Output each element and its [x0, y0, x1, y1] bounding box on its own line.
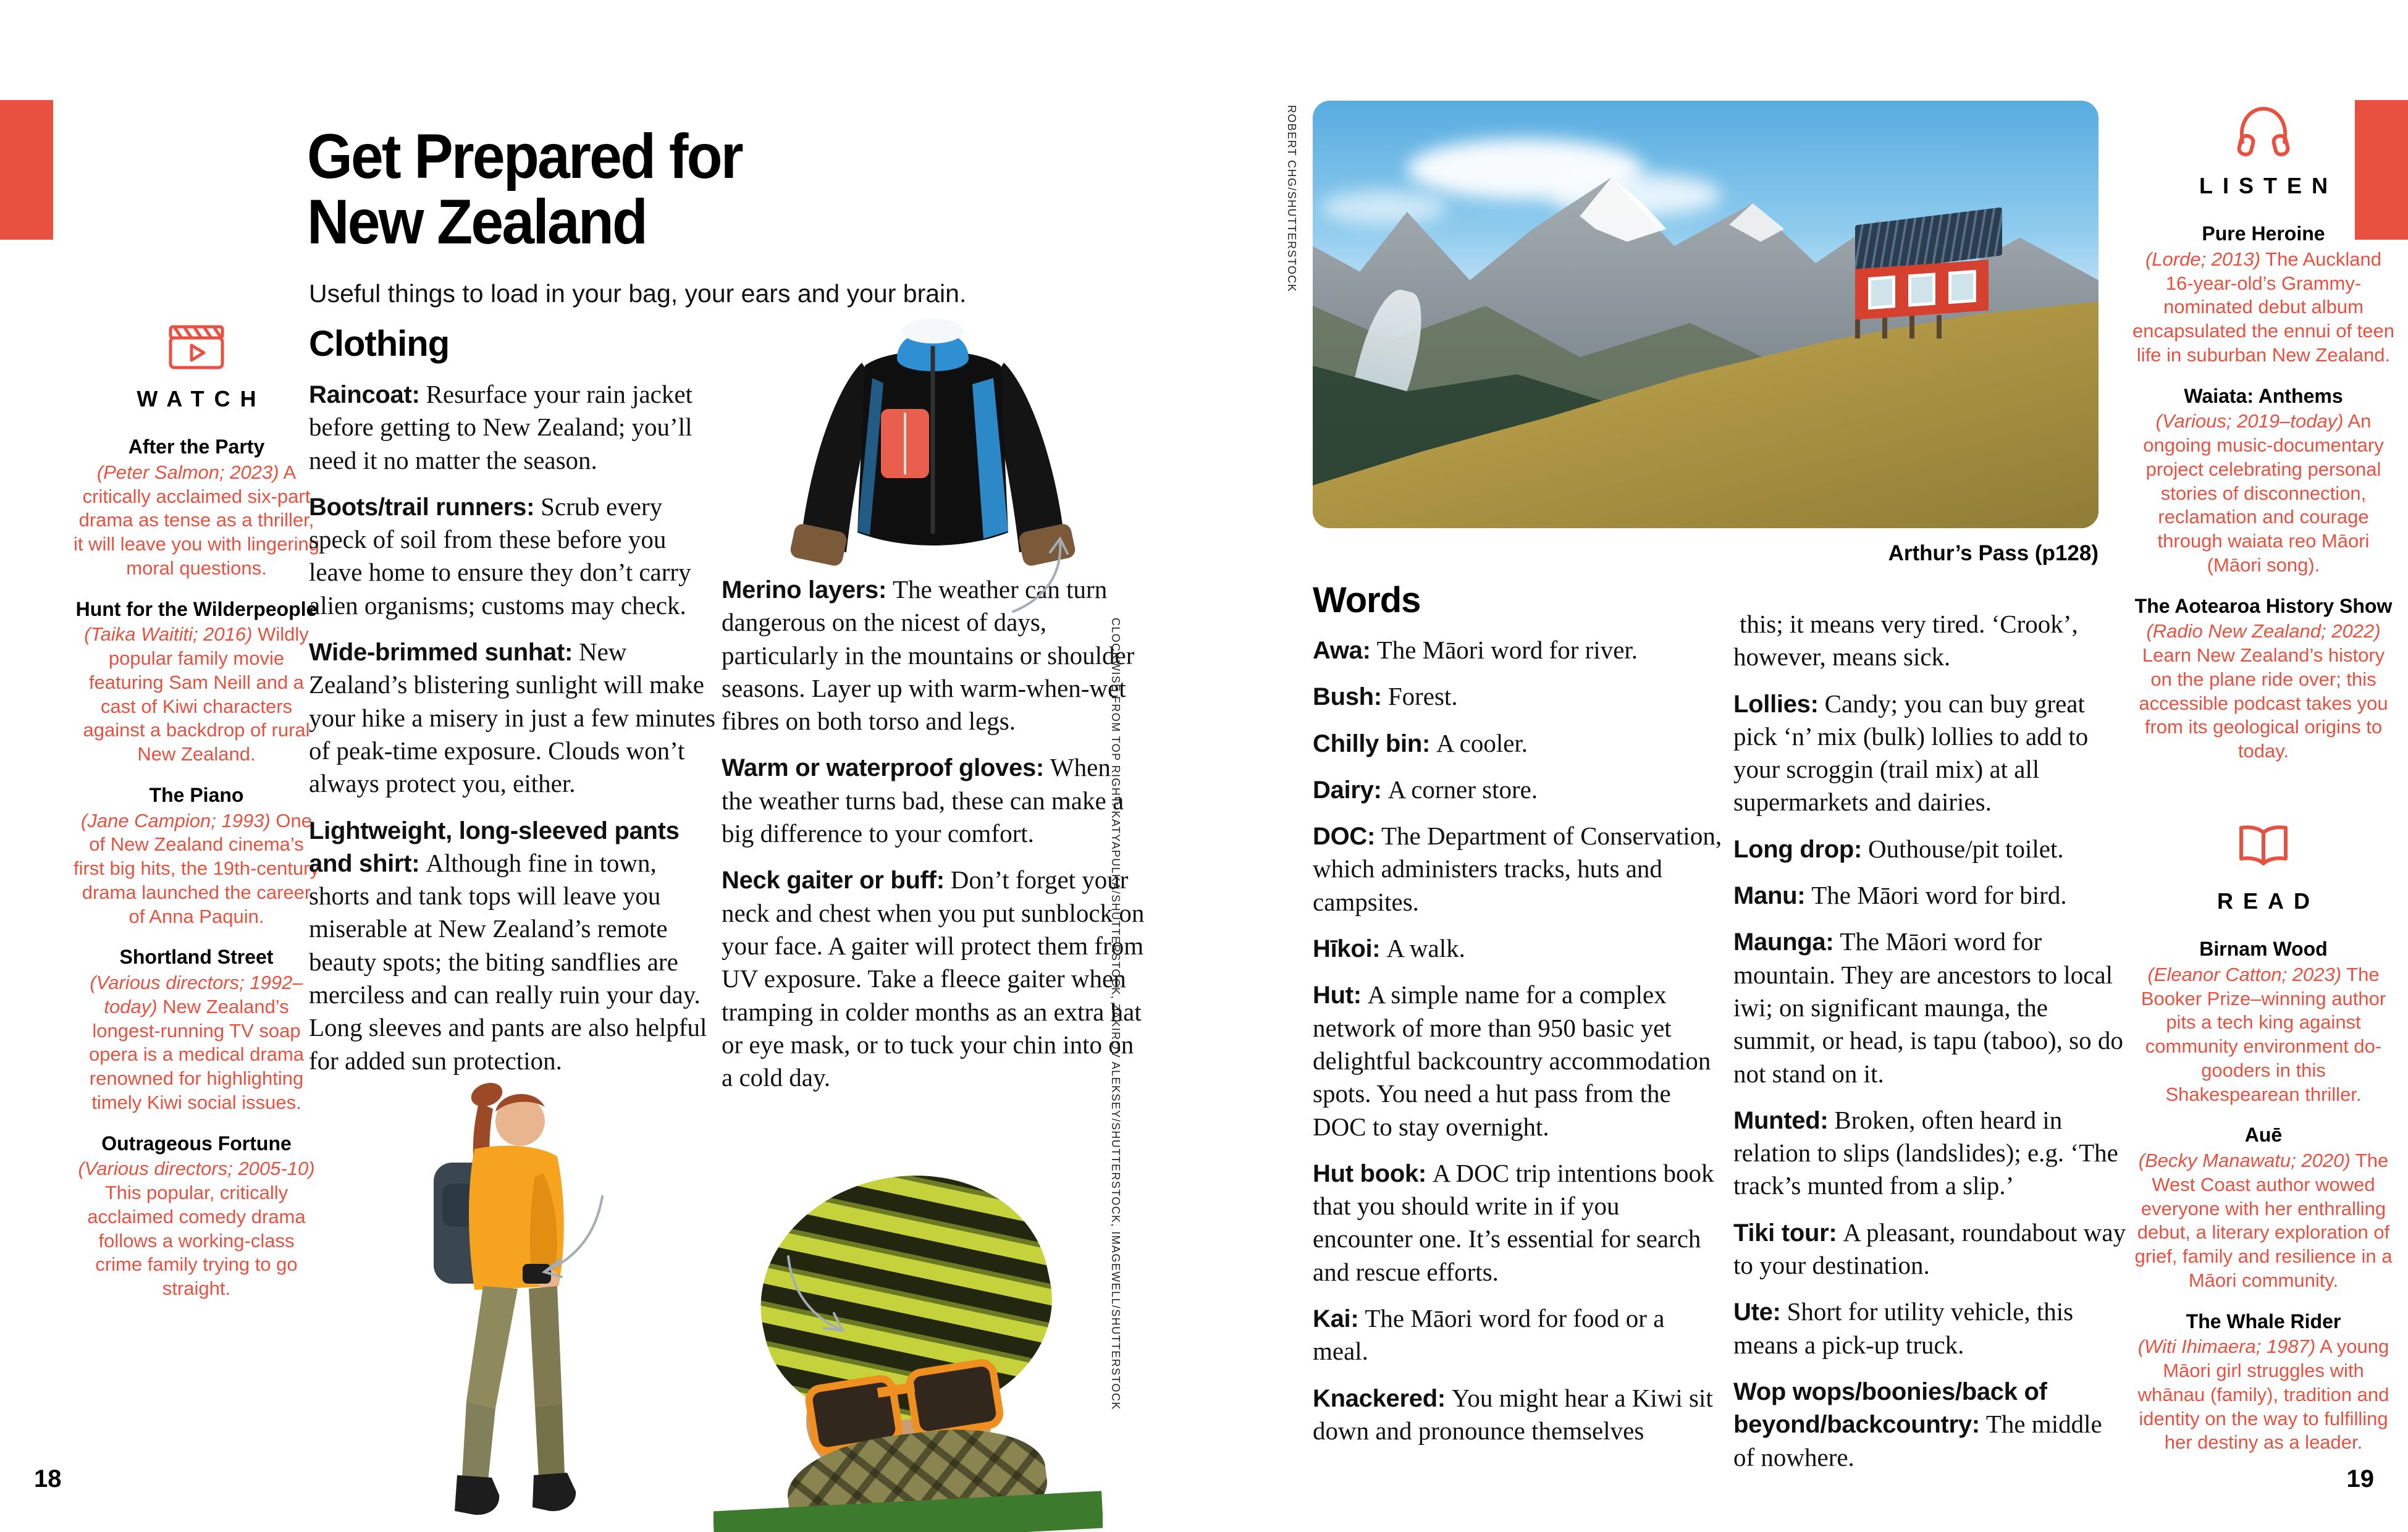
definition-entry — [1313, 932, 1724, 965]
media-text: A young Māori girl struggles with whānau (family), tradition and identity on the way to fulfilling her destiny as a leader. — [2137, 1336, 2389, 1454]
watch-item — [73, 1132, 320, 1301]
term-label: Long drop: — [1733, 835, 1863, 863]
hiker-photo — [340, 1063, 655, 1532]
term-label: Boots/trail runners: — [309, 493, 535, 521]
media-text: An ongoing music-documentary project celebrating personal stories of disconnection, reclamation and courage through waiata reo Māori (Māori song). — [2143, 410, 2384, 576]
term-label: Hīkoi: — [1313, 935, 1381, 963]
term-label: Knackered: — [1313, 1384, 1446, 1412]
hut-walls — [1855, 260, 1989, 320]
definition-entry — [309, 636, 720, 800]
definition-text: A pleasant, roundabout way to your destination. — [1733, 1218, 2126, 1280]
definition-text: Broken, often heard in relation to slips (landslides); e.g. ‘The track’s munted from a slip.’ — [1733, 1105, 2118, 1200]
definition-text: The Māori word for food or a meal. — [1313, 1304, 1665, 1366]
definition-text: A cooler. — [1436, 728, 1528, 757]
media-credit: (Lorde; 2013) — [2145, 248, 2261, 270]
listen-heading: LISTEN — [2199, 173, 2338, 198]
term-label: Lollies: — [1733, 690, 1819, 718]
term-label: Neck gaiter or buff: — [722, 867, 945, 894]
term-label: Ute: — [1733, 1298, 1781, 1326]
listen-item — [2132, 222, 2394, 368]
definition-text: New Zealand’s blistering sunlight will make your hike a misery in just a few minutes of peak-time exposure. Clouds won’t always protect you, either. — [309, 638, 716, 798]
definition-entry — [1313, 1382, 1724, 1448]
definition-entry — [309, 378, 720, 477]
watch-item — [73, 784, 320, 929]
definition-entry — [1313, 1157, 1724, 1289]
definition-entry — [1313, 979, 1724, 1143]
arthurs-pass-photo — [1313, 101, 2099, 528]
clothing-heading: Clothing — [309, 324, 450, 364]
media-credit: (Becky Manawatu; 2020) — [2138, 1150, 2351, 1172]
definition-entry — [1733, 879, 2129, 912]
media-title: The Whale Rider — [2186, 1310, 2341, 1332]
definition-entry — [1313, 727, 1724, 760]
media-text: One of New Zealand cinema’s first big hits, the 19th-century drama launched the career of Anna Paquin. — [73, 809, 320, 927]
definition-text: When the weather turns bad, these can make a big difference to your comfort. — [722, 753, 1124, 848]
term-label: Kai: — [1313, 1305, 1359, 1333]
watch-item — [73, 598, 320, 767]
term-label: Dairy: — [1313, 776, 1382, 804]
media-credit: (Radio New Zealand; 2022) — [2146, 620, 2381, 642]
cloud — [1321, 190, 1447, 224]
media-text: A critically acclaimed six-part drama as tense as a thriller, it will leave you with lingering moral questions. — [73, 461, 320, 579]
definition-text: The Māori word for river. — [1376, 636, 1638, 664]
words-column-2 — [1733, 608, 2129, 1488]
definition-text: The weather can turn dangerous on the nicest of days, particularly in the mountains or shoulder seasons. Layer up with warm-when-wet fibres on both torso and legs. — [722, 575, 1135, 736]
media-text: The West Coast author wowed everyone with her enthralling debut, a literary exploration of grief, family and resilience in a Māori community. — [2134, 1150, 2393, 1291]
media-credit: (Peter Salmon; 2023) — [96, 461, 279, 483]
read-heading: READ — [2216, 888, 2320, 914]
curved-arrow-icon — [528, 1189, 615, 1282]
definition-text: A simple name for a complex network of more than 950 basic yet delightful backcountry accommodation spots. You need a hut pass from the DOC to stay overnight. — [1313, 980, 1711, 1141]
term-label: Awa: — [1313, 637, 1371, 664]
definition-entry — [1733, 608, 2129, 674]
media-title: After the Party — [128, 436, 265, 458]
clapperboard-icon — [168, 324, 225, 370]
definition-entry — [1313, 773, 1724, 806]
definition-text: A walk. — [1386, 934, 1465, 963]
listen-item — [2132, 595, 2394, 764]
definition-text: Don’t forget your neck and chest when you put sunblock on your face. A gaiter will protect them from UV exposure. Take a fleece gaiter when tramping in colder months as an extra hat or eye mask, or to tuck your chin into on a cold day. — [722, 865, 1145, 1092]
definition-entry — [1733, 1375, 2129, 1474]
media-text: The Booker Prize–winning author pits a tech king against community environment do-gooders in this Shakespearean thriller. — [2141, 963, 2386, 1105]
definition-text: The Māori word for mountain. They are ancestors to local iwi; on significant maunga, the summit, or head, is tapu (taboo), so do not stand on it. — [1733, 927, 2123, 1088]
definition-entry — [722, 751, 1148, 850]
term-label: Manu: — [1733, 882, 1806, 910]
definition-text: Forest. — [1387, 682, 1458, 711]
term-label: Merino layers: — [722, 576, 887, 604]
media-title: The Aotearoa History Show — [2134, 594, 2393, 617]
term-label: Bush: — [1313, 683, 1382, 711]
read-item — [2132, 1124, 2394, 1292]
media-text: The Auckland 16-year-old’s Grammy-nominated debut album encapsulated the ennui of teen life in suburban New Zealand. — [2132, 248, 2395, 366]
media-title: Outrageous Fortune — [101, 1132, 292, 1155]
clothing-column-2 — [722, 573, 1148, 1108]
definition-entry — [722, 864, 1148, 1094]
read-item — [2132, 938, 2394, 1106]
media-text: New Zealand’s longest-running TV soap opera is a medical drama renowned for highlighting timely Kiwi social issues. — [88, 995, 305, 1113]
photo-caption: Arthur’s Pass (p128) — [1888, 541, 2099, 565]
red-edge-tab — [0, 100, 53, 240]
media-credit: (Witi Ihimaera; 1987) — [2137, 1336, 2316, 1358]
media-title: Hunt for the Wilderpeople — [75, 597, 318, 620]
media-title: Birnam Wood — [2199, 938, 2328, 960]
hut-window — [1867, 276, 1895, 310]
term-label: Warm or waterproof gloves: — [722, 754, 1044, 782]
curved-arrow-icon — [1001, 531, 1081, 618]
definition-entry — [1733, 1295, 2129, 1362]
definition-entry — [309, 814, 720, 1077]
definition-text: this; it means very tired. ‘Crook’, however, means sick. — [1733, 610, 2078, 671]
definition-text: A corner store. — [1387, 775, 1538, 804]
watch-item — [73, 436, 320, 581]
media-text: This popular, critically acclaimed comedy drama follows a working-class crime family trying to go straight. — [87, 1182, 306, 1300]
definition-entry — [1733, 1216, 2129, 1282]
definition-entry — [1733, 1104, 2129, 1203]
watch-heading: WATCH — [137, 386, 266, 411]
words-column-1 — [1313, 634, 1724, 1461]
definition-text: Although fine in town, shorts and tank tops will leave you miserable at New Zealand’s remote beauty spots; the biting sandflies are merciless and can really ruin your day. Long sleeves and pants are also helpful for added sun protection. — [309, 848, 707, 1075]
watch-item — [73, 946, 320, 1114]
hut-window — [1908, 272, 1935, 307]
media-title: Shortland Street — [119, 946, 274, 969]
image-credit: CLOCKWISE FROM TOP RIGHT: KATYAPULKA/SHUTTERSTOCK, ZAKIROV ALEKSEY/SHUTTERSTOCK, IMAGEWELL/SHUTTERSTOCK — [1109, 618, 1122, 1410]
term-label: DOC: — [1313, 823, 1376, 851]
page-subtitle: Useful things to load in your bag, your ears and your brain. — [309, 279, 967, 308]
media-credit: (Eleanor Catton; 2023) — [2147, 963, 2342, 985]
page-number-right: 19 — [2346, 1465, 2374, 1492]
definition-entry — [1733, 925, 2129, 1090]
media-credit: (Jane Campion; 1993) — [81, 809, 271, 831]
term-label: Wide-brimmed sunhat: — [309, 639, 573, 667]
definition-entry — [1313, 820, 1724, 919]
definition-text: Short for utility vehicle, this means a pick-up truck. — [1733, 1297, 2074, 1359]
definition-entry — [1733, 688, 2129, 819]
red-mountain-hut — [1855, 216, 1989, 332]
watch-sidebar — [73, 324, 320, 1318]
beanie-person-photo — [714, 1168, 1103, 1532]
term-label: Wop wops/boonies/back of beyond/backcountry: — [1733, 1378, 2047, 1439]
media-title: Waiata: Anthems — [2184, 384, 2343, 407]
term-label: Chilly bin: — [1313, 730, 1431, 757]
definition-text: The Department of Conservation, which administers tracks, huts and campsites. — [1313, 822, 1722, 916]
clothing-column-1 — [309, 378, 720, 1091]
hut-window — [1948, 270, 1976, 305]
definition-text: A DOC trip intentions book that you should write in if you encounter one. It’s essential for search and rescue efforts. — [1313, 1158, 1714, 1286]
term-label: Munted: — [1733, 1106, 1829, 1134]
media-title: The Piano — [149, 783, 244, 806]
page-title — [307, 121, 775, 258]
media-text: Wildly popular family movie featuring Sam Neill and a cast of Kiwi characters against a backdrop of rural New Zealand. — [83, 623, 310, 765]
definition-entry — [1313, 1302, 1724, 1368]
definition-text: Scrub every speck of soil from these before you leave home to ensure they don’t carry alien organisms; customs may check. — [309, 492, 691, 620]
definition-text: The middle of nowhere. — [1733, 1410, 2102, 1471]
listen-sidebar — [2132, 104, 2394, 781]
definition-entry — [1313, 634, 1724, 667]
read-item — [2132, 1310, 2394, 1455]
media-title: Auē — [2244, 1124, 2283, 1147]
title-line-1: Get Prepared for — [307, 121, 742, 192]
headphones-icon — [2234, 104, 2293, 157]
listen-item — [2132, 385, 2394, 578]
definition-entry — [1733, 833, 2129, 865]
definition-entry — [1313, 680, 1724, 713]
media-credit: (Various directors; 1992–today) — [90, 972, 303, 1017]
definition-text: The Māori word for bird. — [1811, 881, 2067, 910]
media-credit: (Taika Waititi; 2016) — [84, 623, 253, 646]
term-label: Hut: — [1313, 982, 1362, 1009]
term-label: Raincoat: — [309, 381, 420, 408]
definition-text: Outhouse/pit toilet. — [1868, 834, 2064, 863]
page-number-left: 18 — [34, 1465, 62, 1492]
definition-text: You might hear a Kiwi sit down and pronounce themselves — [1313, 1383, 1713, 1445]
photo-credit: ROBERT CHG/SHUTTERSTOCK — [1286, 105, 1298, 293]
read-sidebar — [2132, 823, 2394, 1472]
open-book-icon — [2234, 823, 2293, 872]
title-line-2: New Zealand — [307, 187, 647, 258]
media-text: Learn New Zealand’s history on the plane ride over; this accessible podcast takes you from its geological origins to today. — [2139, 644, 2388, 762]
term-label: Hut book: — [1313, 1160, 1426, 1187]
definition-text: Candy; you can buy great pick ‘n’ mix (bulk) lollies to add to your scroggin (trail mix) at all supermarkets and dairies. — [1733, 689, 2089, 817]
term-label: Tiki tour: — [1733, 1219, 1837, 1247]
media-title: Pure Heroine — [2202, 222, 2325, 245]
hut-stilts — [1855, 315, 1956, 338]
curved-arrow-icon — [780, 1248, 860, 1340]
media-credit: (Various directors; 2005-10) — [78, 1158, 315, 1180]
words-heading: Words — [1313, 580, 1421, 620]
definition-text: Resurface your rain jacket before getting to New Zealand; you’ll need it no matter the season. — [309, 380, 693, 474]
definition-entry — [722, 573, 1148, 738]
term-label: Maunga: — [1733, 928, 1834, 956]
media-credit: (Various; 2019–today) — [2155, 410, 2344, 432]
term-label: Lightweight, long-sleeved pants and shirt: — [309, 817, 680, 877]
definition-entry — [309, 490, 720, 622]
